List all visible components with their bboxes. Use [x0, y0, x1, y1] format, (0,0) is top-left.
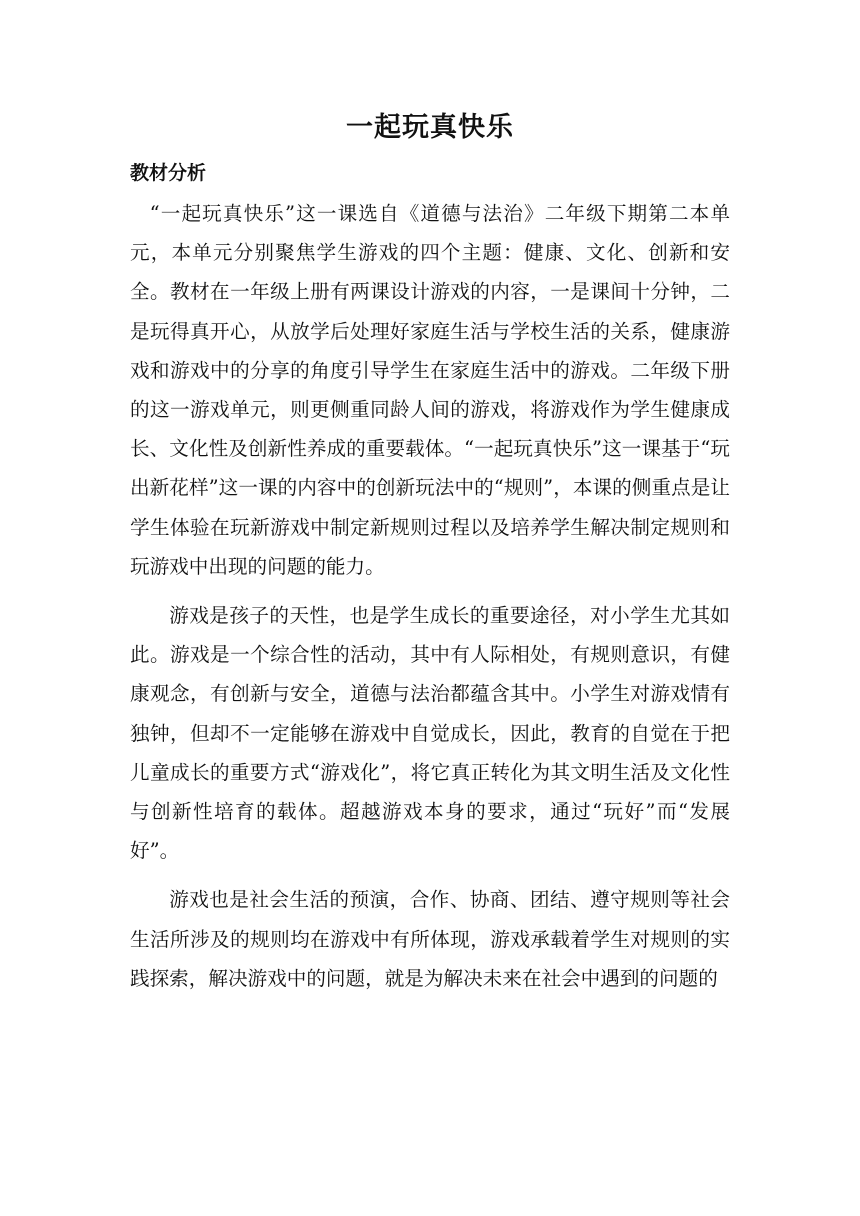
paragraph-2: 游戏是孩子的天性，也是学生成长的重要途径，对小学生尤其如此。游戏是一个综合性的活动，其中有人际相处，有规则意识，有健康观念，有创新与安全，道德与法治都蕴含其中。小学生对游戏情有独钟，但却不一定能够在游戏中自觉成长，因此，教育的自觉在于把儿童成长的重要方式“游戏化”，将它真正转化为其文明生活及文化性与创新性培育的载体。超越游戏本身的要求，通过“玩好”而“发展好”。: [130, 604, 730, 863]
section-heading: 教材分析: [130, 162, 207, 184]
document-title: 一起玩真快乐: [346, 112, 514, 143]
paragraph-1: “一起玩真快乐”这一课选自《道德与法治》二年级下期第二本单元，本单元分别聚焦学生游戏的四个主题：健康、文化、创新和安全。教材在一年级上册有两课设计游戏的内容，一是课间十分钟，二是玩得真开心，从放学后处理好家庭生活与学校生活的关系，健康游戏和游戏中的分享的角度引导学生在家庭生活中的游戏。二年级下册的这一游戏单元，则更侧重同龄人间的游戏，将游戏作为学生健康成长、文化性及创新性养成的重要载体。“一起玩真快乐”这一课基于“玩出新花样”这一课的内容中的创新玩法中的“规则”，本课的侧重点是让学生体验在玩新游戏中制定新规则过程以及培养学生解决制定规则和玩游戏中出现的问题的能力。: [130, 202, 730, 578]
document-page: [130, 108, 730, 1008]
paragraph-3: 游戏也是社会生活的预演，合作、协商、团结、遵守规则等社会生活所涉及的规则均在游戏中有所体现，游戏承载着学生对规则的实践探索，解决游戏中的问题，就是为解决未来在社会中遇到的问题的: [130, 888, 730, 990]
